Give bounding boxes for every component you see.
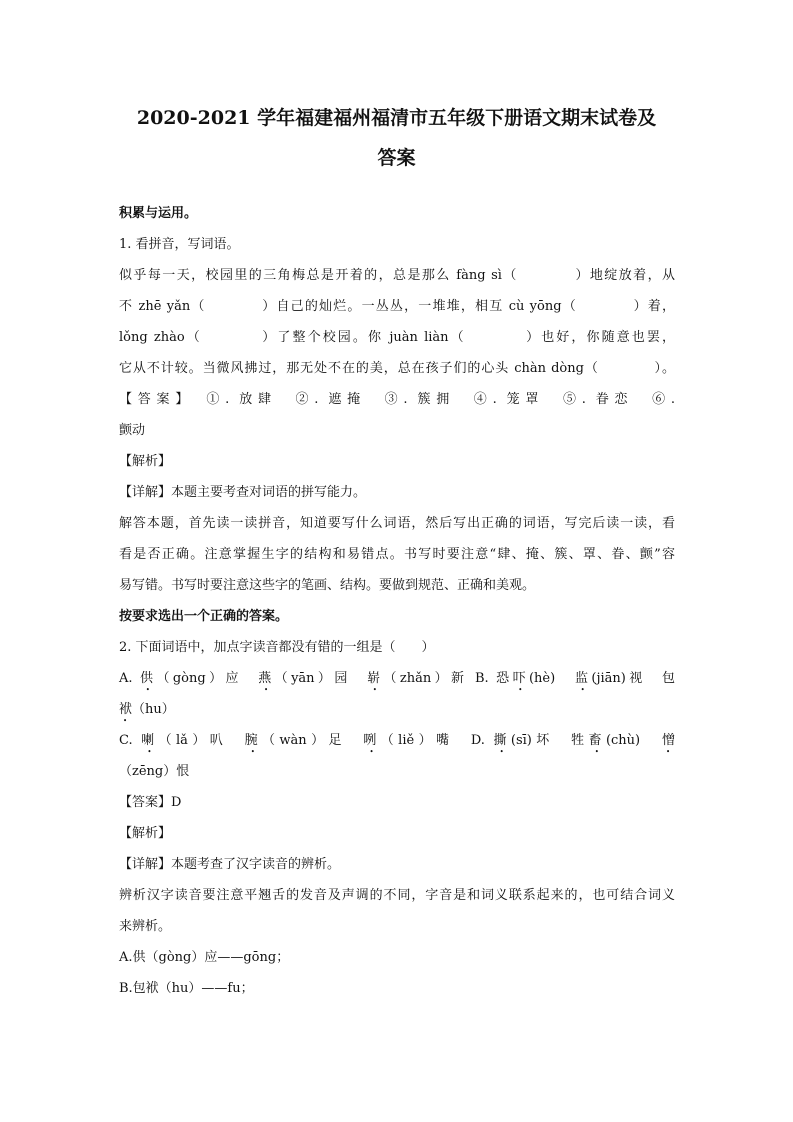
section-heading bbox=[119, 198, 675, 229]
text-line bbox=[119, 787, 675, 818]
text-segment: 【详解】本题主要考查对词语的拼写能力。 bbox=[119, 485, 367, 500]
text-segment: 似乎每一天，校园里的三角梅总是开着的，总是那么 fàng sì（ ）地绽放着，从 bbox=[119, 268, 675, 283]
text-segment: （lǎ）叭 bbox=[158, 733, 245, 748]
text-segment: A.供（gòng）应——gōng； bbox=[119, 950, 290, 965]
text-line bbox=[119, 880, 675, 911]
dotted-character: 袱 bbox=[119, 702, 133, 717]
text-segment: （yān）园 bbox=[274, 671, 368, 686]
text-segment: 不 zhē yǎn（ ）自己的灿烂。一丛丛，一堆堆，相互 cù yōng（ ）着， bbox=[119, 299, 675, 314]
text-segment: (sī)坏 牲 bbox=[510, 733, 589, 748]
text-line bbox=[119, 415, 675, 446]
text-segment: A. bbox=[119, 671, 141, 686]
text-line bbox=[119, 477, 675, 508]
text-line bbox=[119, 322, 675, 353]
text-line bbox=[119, 849, 675, 880]
document-body bbox=[119, 198, 675, 1004]
text-segment: 1. 看拼音，写词语。 bbox=[119, 237, 240, 252]
text-line bbox=[119, 229, 675, 260]
text-segment: 来辨析。 bbox=[119, 919, 172, 934]
document-title-line-1: 2020-2021 学年福建福州福清市五年级下册语文期末试卷及 bbox=[136, 107, 657, 129]
text-segment: （wàn）足 bbox=[262, 733, 364, 748]
text-segment: （zhǎn）新 B. 恐 bbox=[383, 671, 513, 686]
text-line bbox=[119, 818, 675, 849]
text-segment: (chù) bbox=[605, 733, 662, 748]
text-segment: 解答本题，首先读一读拼音，知道要写什么词语，然后写出正确的词语，写完后读一读，看 bbox=[119, 516, 675, 531]
text-line bbox=[119, 260, 675, 291]
text-line bbox=[119, 663, 675, 694]
text-segment: （gòng）应 bbox=[156, 671, 259, 686]
text-segment: 按要求选出一个正确的答案。 bbox=[119, 609, 289, 624]
text-line bbox=[119, 911, 675, 942]
text-segment: (jiān)视 包 bbox=[591, 671, 676, 686]
text-segment: （zēng）恨 bbox=[119, 764, 190, 779]
dotted-character: 畜 bbox=[588, 733, 606, 748]
text-segment: 积累与运用。 bbox=[119, 206, 198, 221]
text-segment: B.包袱（hu）——fu； bbox=[119, 981, 254, 996]
text-line bbox=[119, 694, 675, 725]
text-line bbox=[119, 756, 675, 787]
document-title-line-2: 答案 bbox=[377, 147, 416, 169]
dotted-character: 腕 bbox=[244, 733, 262, 748]
text-segment: 【解析】 bbox=[119, 826, 172, 841]
text-segment: 【答案】 ①. 放肆 ②. 遮掩 ③. 簇拥 ④. 笼罩 ⑤. 眷恋 ⑥. bbox=[119, 392, 675, 407]
dotted-character: 咧 bbox=[363, 733, 381, 748]
dotted-character: 撕 bbox=[493, 733, 511, 748]
text-segment: lǒng zhào（ ）了整个校园。你 juàn liàn（ ）也好，你随意也罢， bbox=[119, 330, 675, 345]
text-segment: 易写错。书写时要注意这些字的笔画、结构。要做到规范、正确和美观。 bbox=[119, 578, 536, 593]
dotted-character: 监 bbox=[574, 671, 592, 686]
text-segment: 辨析汉字读音要注意平翘舌的发音及声调的不同，字音是和词义联系起来的，也可结合词义 bbox=[119, 888, 675, 903]
text-segment: （hu） bbox=[132, 702, 175, 717]
text-segment: 颤动 bbox=[119, 423, 146, 438]
text-line bbox=[119, 539, 675, 570]
dotted-character: 燕 bbox=[258, 671, 275, 686]
text-segment: C. bbox=[119, 733, 142, 748]
dotted-character: 吓 bbox=[512, 671, 529, 686]
text-segment: 看是否正确。注意掌握生字的结构和易错点。书写时要注意“肆、掩、簇、罩、眷、颤”容 bbox=[119, 547, 675, 562]
text-segment: （liě）嘴 D. bbox=[380, 733, 494, 748]
section-heading bbox=[119, 601, 675, 632]
text-segment: 【详解】本题考查了汉字读音的辨析。 bbox=[119, 857, 341, 872]
dotted-character: 崭 bbox=[367, 671, 384, 686]
text-segment: 2. 下面词语中，加点字读音都没有错的一组是（ ） bbox=[119, 640, 435, 655]
text-line bbox=[119, 384, 675, 415]
text-segment: 【答案】D bbox=[119, 795, 182, 810]
text-segment: (hè) bbox=[528, 671, 575, 686]
text-line bbox=[119, 942, 675, 973]
text-line bbox=[119, 973, 675, 1004]
text-line bbox=[119, 725, 675, 756]
text-segment: 它从不计较。当微风拂过，那无处不在的美，总在孩子们的心头 chàn dòng（ ）。 bbox=[119, 361, 675, 376]
text-line bbox=[119, 632, 675, 663]
text-line bbox=[119, 508, 675, 539]
dotted-character: 供 bbox=[140, 671, 157, 686]
text-line bbox=[119, 570, 675, 601]
text-line bbox=[119, 446, 675, 477]
dotted-character: 憎 bbox=[661, 733, 675, 748]
text-line bbox=[119, 291, 675, 322]
dotted-character: 喇 bbox=[141, 733, 159, 748]
text-segment: 【解析】 bbox=[119, 454, 172, 469]
text-line bbox=[119, 353, 675, 384]
